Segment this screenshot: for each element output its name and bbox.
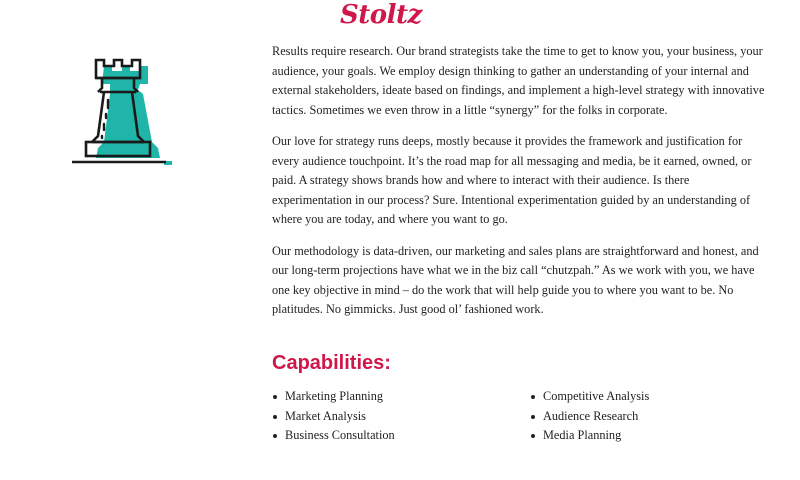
list-item: Business Consultation bbox=[272, 426, 395, 446]
list-item: Market Analysis bbox=[272, 407, 395, 427]
capabilities-list-left bbox=[272, 387, 395, 446]
list-item: Media Planning bbox=[530, 426, 649, 446]
paragraph-research: Results require research. Our brand strategists take the time to get to know you, your business, your audience, your goals. We employ design thinking to gather an understanding of your internal and external stakeholders, ideate based on findings, and implement a high-level strategy with innovative tactics. Sometimes we even throw in a little “synergy” for the folks in corporate. bbox=[272, 44, 765, 117]
capabilities-heading: Capabilities: bbox=[272, 352, 391, 374]
strategy-copy bbox=[272, 42, 772, 332]
paragraph-methodology: Our methodology is data-driven, our marketing and sales plans are straightforward and honest, and our long-term projections have what we in the biz call “chutzpah.” As we work with you, we have one key objective in mind – do the work that will help guide you to where you want to be. No platitudes. No gimmicks. Just good ol’ fashioned work. bbox=[272, 243, 759, 316]
brand-logo[interactable]: Stoltz bbox=[340, 0, 422, 30]
capabilities-list-right bbox=[530, 387, 649, 446]
paragraph-strategy: Our love for strategy runs deeps, mostly because it provides the framework and justification for every audience touchpoint. It’s the road map for all messaging and media, be it earned, owned, or paid. A strategy shows brands how and where to interact with their audience. Is there experimentation in our process? Sure. Intentional experimentation guided by an understanding of where you are today, and where you want to go. bbox=[272, 134, 752, 226]
list-item: Marketing Planning bbox=[272, 387, 395, 407]
list-item: Competitive Analysis bbox=[530, 387, 649, 407]
chess-rook-icon bbox=[68, 54, 178, 172]
list-item: Audience Research bbox=[530, 407, 649, 427]
